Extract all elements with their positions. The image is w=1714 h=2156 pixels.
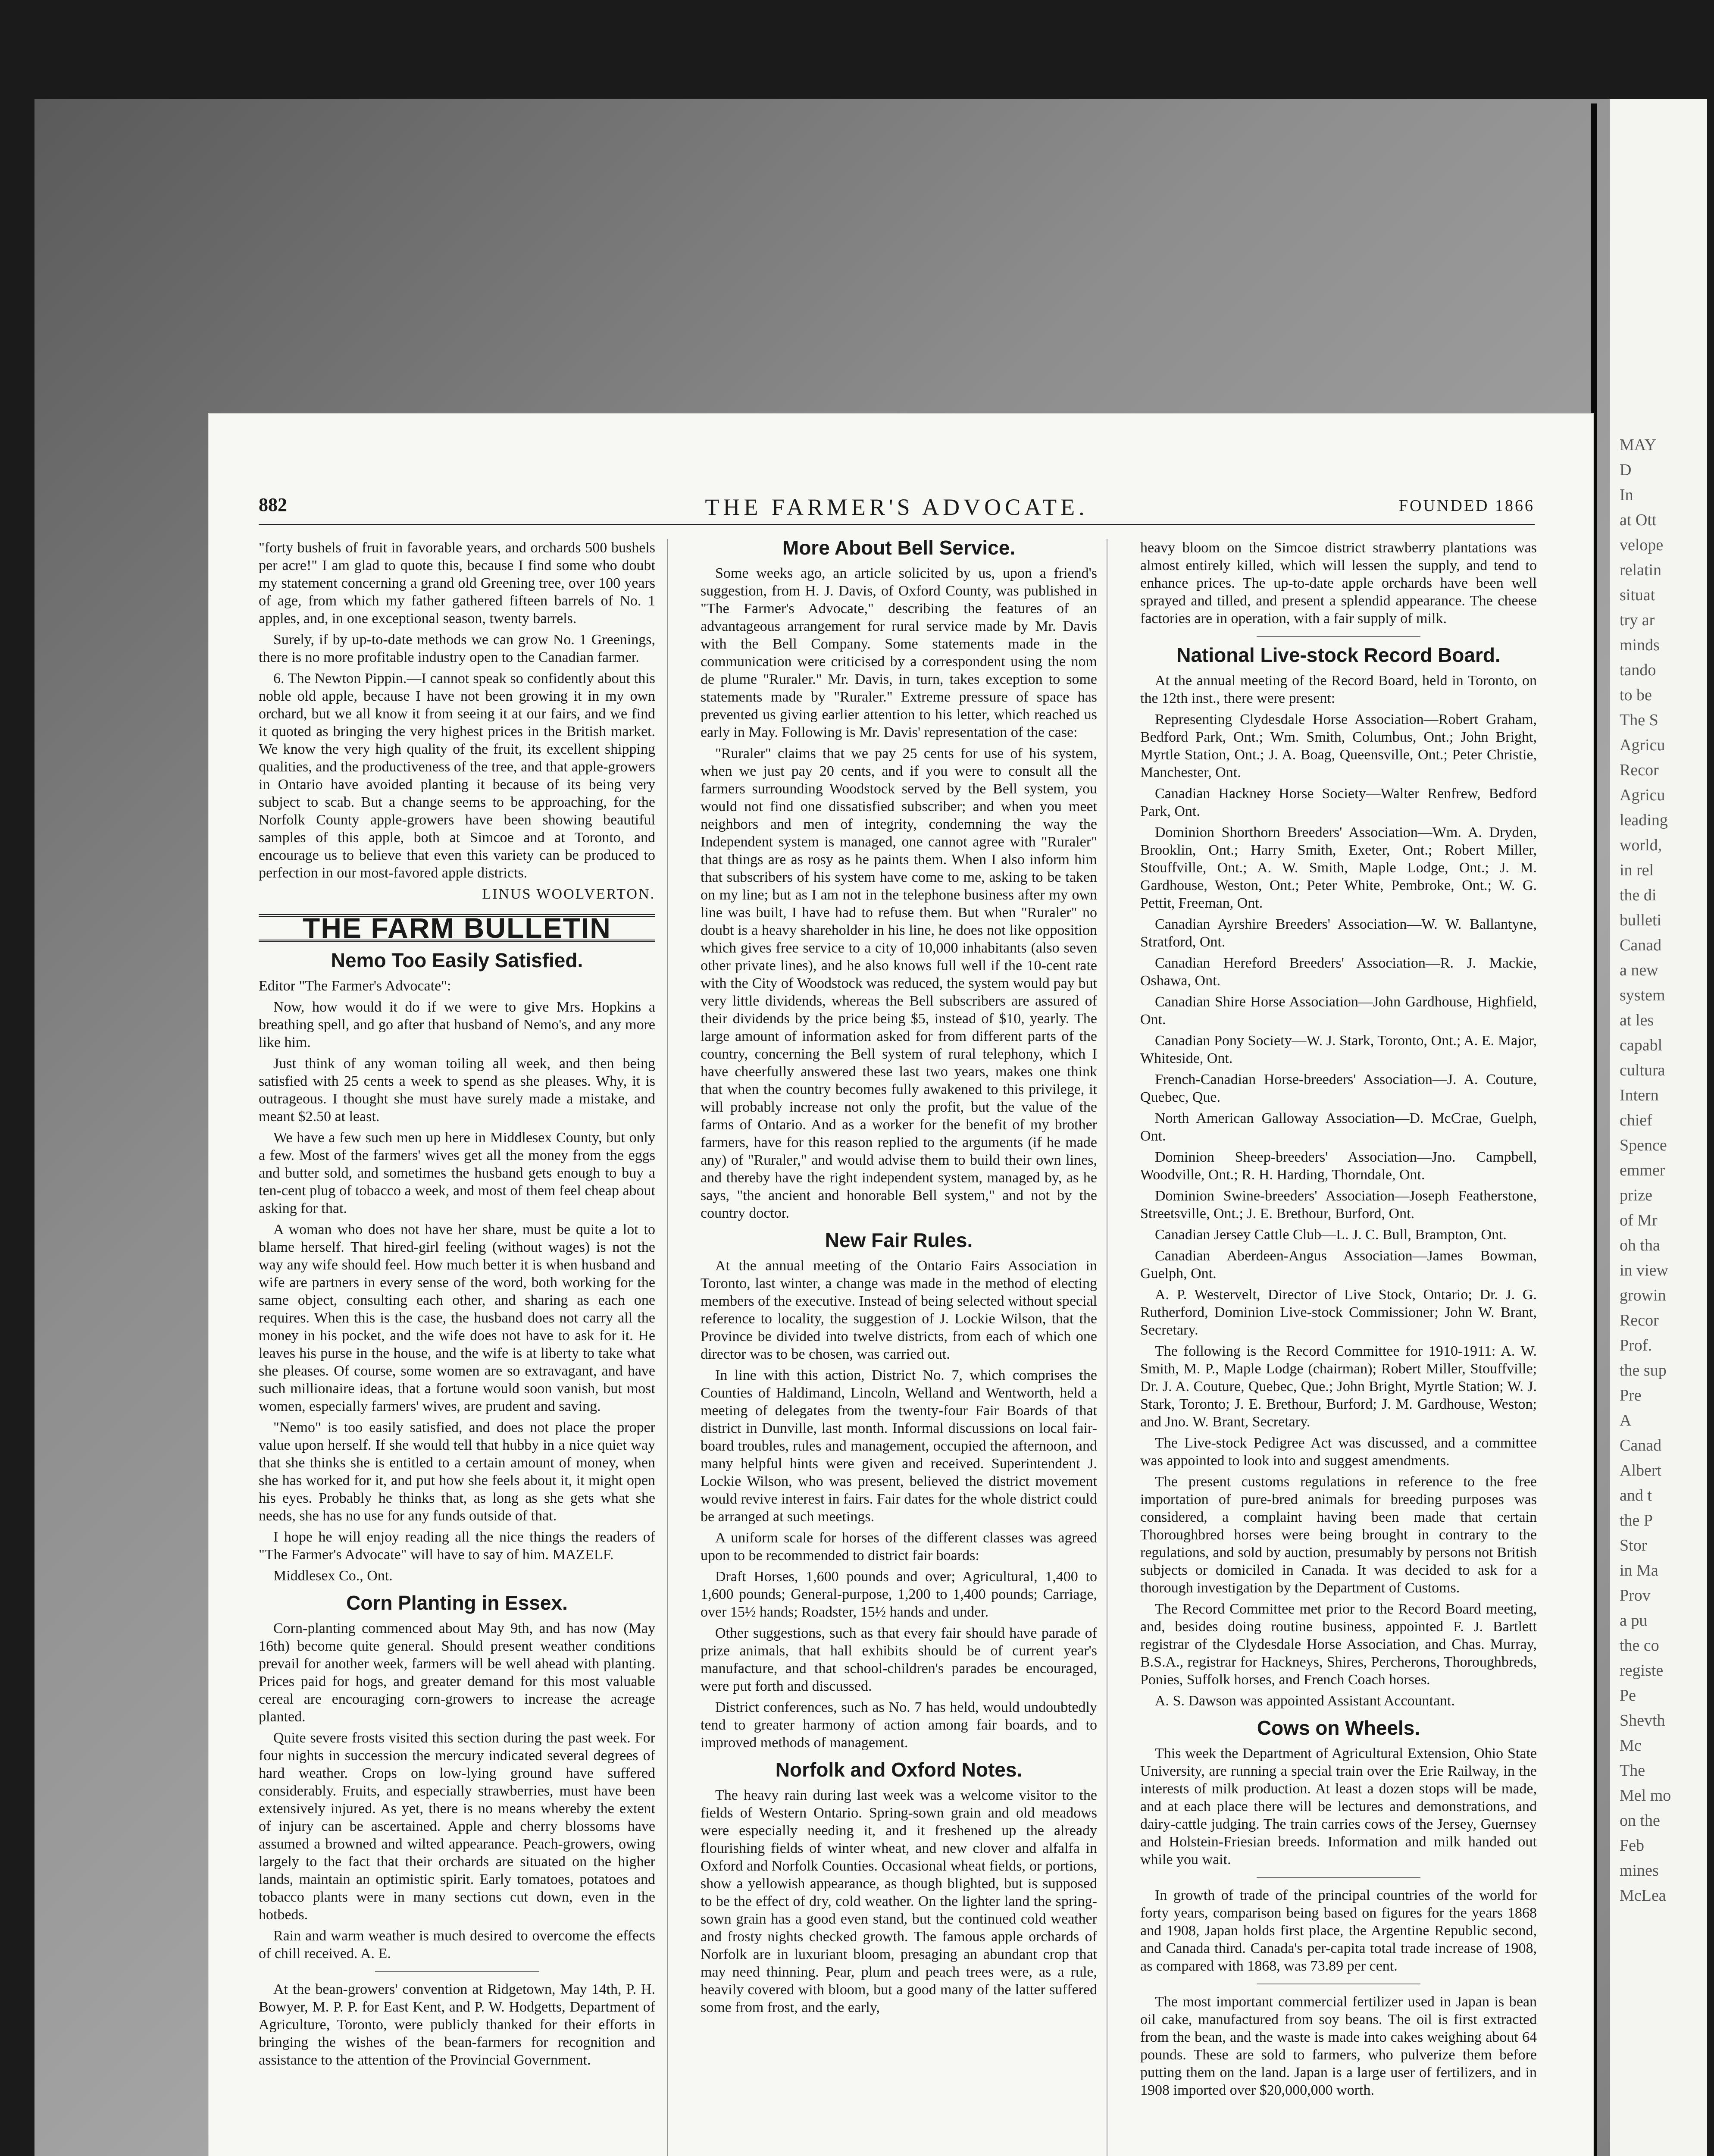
article-paragraph: The Record Committee met prior to the Record Board meeting, and, besides doing routine business, appointed F. J. Bartlett registrar of the Clydesdale Horse Association, and Chas. Murray, B.S.A., registrar for Hackneys, Shires, Percherons, Thoroughbreds, Ponies, Suffolk horses, and French Coach horses. xyxy=(1140,1601,1537,1688)
margin-fragment: to be xyxy=(1620,686,1652,704)
margin-fragment: Canad xyxy=(1620,936,1662,954)
margin-fragment: cultura xyxy=(1620,1061,1665,1079)
author-signature: LINUS WOOLVERTON. xyxy=(482,886,655,902)
margin-fragment: The xyxy=(1620,1761,1645,1780)
article-headline: New Fair Rules. xyxy=(825,1229,973,1251)
margin-fragment: leading xyxy=(1620,811,1668,829)
margin-fragment: growin xyxy=(1620,1286,1666,1304)
margin-fragment: McLea xyxy=(1620,1887,1666,1905)
margin-fragment: prize xyxy=(1620,1186,1652,1204)
margin-fragment: MAY xyxy=(1620,436,1657,454)
margin-fragment: Mel mo xyxy=(1620,1786,1671,1805)
column-2 xyxy=(701,539,1097,2156)
article-paragraph: Surely, if by up-to-date methods we can grow No. 1 Greenings, there is no more profitable industry open to the Canadian farmer. xyxy=(259,632,655,665)
margin-fragment: Pe xyxy=(1620,1686,1636,1705)
margin-fragment: Prof. xyxy=(1620,1336,1652,1354)
article-headline: More About Bell Service. xyxy=(782,539,1016,559)
margin-fragment: Prov xyxy=(1620,1586,1651,1604)
column-1 xyxy=(259,539,655,2156)
article-paragraph: At the bean-growers' convention at Ridgetown, May 14th, P. H. Bowyer, M. P. P. for East Kent, and P. W. Hodgetts, Department of Agriculture, Toronto, were publicly thanked for their efforts in bringing the wishes of the bean-farmers for recognition and assistance to the attention of the Provincial Government. xyxy=(259,1981,655,2068)
margin-fragment: Feb xyxy=(1620,1836,1644,1855)
article-headline: National Live-stock Record Board. xyxy=(1176,644,1501,666)
article-paragraph: 6. The Newton Pippin.—I cannot speak so confidently about this noble old apple, because I have not been growing it in my own orchard, but we all know it from seeing it at our fairs, and we find it quoted as bringing the very highest prices in the British market. We know the very high quality of the fruit, its excellent shipping qualities, and the productiveness of the tree, and that apple-growers in Ontario have avoided planting it because of its being very subject to scab. But a change seems to be approaching, for the Norfolk County apple-growers have been showing beautiful samples of this apple, both at Simcoe and at Toronto, and encourage us to believe that even this variety can be produced to perfection in our most-favored apple districts. xyxy=(259,671,655,881)
article-paragraph: Middlesex Co., Ont. xyxy=(273,1568,393,1584)
section-divider xyxy=(1257,636,1420,637)
article-paragraph: Canadian Jersey Cattle Club—L. J. C. Bull, Brampton, Ont. xyxy=(1155,1227,1507,1243)
section-divider xyxy=(375,1971,539,1972)
margin-fragment: in view xyxy=(1620,1261,1668,1279)
article-paragraph: Just think of any woman toiling all week, and then being satisfied with 25 cents a week to spend as she pleases. Why, it is outrageous. I thought she must have surely made a mistake, and meant $2.50 at least. xyxy=(259,1056,655,1125)
article-paragraph: In line with this action, District No. 7, which comprises the Counties of Haldimand, Lincoln, Welland and Wentworth, held a meeting of delegates from the twenty-four Fair Boards of that district in Dunville, last month. Informal discussions on local fair-board troubles, rules and management, occupied the afternoon, and many helpful hints were given and received. Superintendent J. Lockie Wilson, who was present, believed the district movement would revive interest in fairs. Fair dates for the whole district could be arranged at such meetings. xyxy=(701,1367,1097,1525)
margin-fragment: in Ma xyxy=(1620,1561,1658,1579)
section-banner: THE FARM BULLETIN xyxy=(259,914,655,942)
newspaper-page xyxy=(209,414,1593,2156)
article-paragraph: Now, how would it do if we were to give Mrs. Hopkins a breathing spell, and go after that husband of Nemo's, and any more like him. xyxy=(259,999,655,1050)
margin-fragment: and t xyxy=(1620,1486,1652,1504)
article-paragraph: "Ruraler" claims that we pay 25 cents for use of his system, when we just pay 20 cents, and if you were to consult all the farmers surrounding Woodstock served by the Bell system, you would not find one dissatisfied subscriber; and when you meet neighbors and men of integrity, condemning the way the Independent system is managed, one cannot agree with "Ruraler" that things are as rosy as he paints them. When I also inform him that subscribers of his system have come to me, asking to be taken on my line; but as I am not in the telephone business after my own line was built, I have had to refuse them. But when "Ruraler" no doubt is a heavy shareholder in his line, he does not like opposition which gives free service to a city of 10,000 inhabitants (also seven other private lines), and he also knows full well if the 10-cent rate with the City of Woodstock was reduced, the system would pay but very little dividends, whereas the Bell subscribers are assured of their dividends by the price being $5, instead of $10, yearly. The large amount of information asked for from different parts of the country, concerning the Bell system of rural telephony, which I have cheerfully answered these last two years, makes one think that when the country becomes fully awakened to this privilege, it will probably increase not only the profit, but the value of the farms of Ontario. And as a worker for the benefit of my brother farmers, have for this reason replied to the arguments (if he made any) of "Ruraler," and would advise them to build their own lines, and thereby have the right independent system, managed by, as he says, "the ancient and honorable Bell system," and not by the country doctor. xyxy=(701,746,1097,1221)
margin-fragment: Canad xyxy=(1620,1436,1662,1454)
margin-fragment: tando xyxy=(1620,661,1656,679)
margin-fragment: velope xyxy=(1620,536,1664,554)
article-paragraph: Corn-planting commenced about May 9th, and has now (May 16th) become quite general. Should present weather conditions prevail for another week, farmers will be well ahead with planting. Prices paid for hogs, and greater demand for this most valuable cereal are encouraging corn-growers to increase the acreage planted. xyxy=(259,1620,655,1725)
article-headline: Nemo Too Easily Satisfied. xyxy=(331,949,583,971)
founded-note: FOUNDED 1866 xyxy=(1398,497,1535,515)
article-paragraph: Canadian Pony Society—W. J. Stark, Toronto, Ont.; A. E. Major, Whiteside, Ont. xyxy=(1140,1033,1537,1066)
journal-title: THE FARMER'S ADVOCATE. xyxy=(705,494,1088,520)
margin-fragment: the P xyxy=(1620,1511,1653,1529)
article-paragraph: A. P. Westervelt, Director of Live Stock, Ontario; Dr. J. G. Rutherford, Dominion Live-stock Commissioner; John W. Brant, Secretary. xyxy=(1140,1287,1537,1338)
article-headline: Corn Planting in Essex. xyxy=(346,1592,568,1614)
article-paragraph: Canadian Shire Horse Association—John Gardhouse, Highfield, Ont. xyxy=(1140,994,1537,1028)
article-paragraph: This week the Department of Agricultural Extension, Ohio State University, are running a special train over the Erie Railway, in the interests of milk production. At least a dozen stops will be made, and at each place there will be lectures and demonstrations, and dairy-cattle judging. The train carries cows of the Jersey, Guernsey and Holstein-Friesian breeds. Information and milk handed out while you wait. xyxy=(1140,1745,1537,1868)
margin-fragment: the sup xyxy=(1620,1361,1667,1379)
margin-fragment: A xyxy=(1620,1411,1632,1429)
article-paragraph: The present customs regulations in reference to the free importation of pure-bred animals for breeding purposes was considered, a complaint having been made that certain Thoroughbred horses were being brought in contrary to the regulations, and sold by auction, presumably by persons not British subjects or domiciled in Canada. It was decided to ask for a thorough investigation by the Department of Customs. xyxy=(1140,1474,1537,1596)
article-paragraph: Dominion Shorthorn Breeders' Association—Wm. A. Dryden, Brooklin, Ont.; Harry Smith, Exeter, Ont.; Robert Miller, Stouffville, Ont.; A. W. Smith, Maple Lodge, Ont.; J. M. Gardhouse, Weston, Ont.; Peter White, Pembroke, Ont.; W. G. Pettit, Freeman, Ont. xyxy=(1140,824,1537,911)
margin-fragment: on the xyxy=(1620,1811,1660,1830)
article-paragraph: French-Canadian Horse-breeders' Association—J. A. Couture, Quebec, Que. xyxy=(1140,1072,1537,1105)
margin-fragment: Mc xyxy=(1620,1736,1642,1755)
margin-fragment: relatin xyxy=(1620,561,1662,579)
margin-fragment: capabl xyxy=(1620,1036,1663,1054)
article-paragraph: Canadian Hereford Breeders' Association—R. J. Mackie, Oshawa, Ont. xyxy=(1140,955,1537,989)
margin-fragment: Shevth xyxy=(1620,1711,1665,1730)
column-3 xyxy=(1140,539,1537,2156)
margin-fragment: in rel xyxy=(1620,861,1654,879)
article-paragraph: Representing Clydesdale Horse Association—Robert Graham, Bedford Park, Ont.; Wm. Smith, Columbus, Ont.; John Bright, Myrtle Station, Ont.; J. A. Boag, Queensville, Ont.; Peter Christie, Manchester, Ont. xyxy=(1140,711,1537,780)
margin-fragment: emmer xyxy=(1620,1161,1665,1179)
column-rule xyxy=(667,539,668,2156)
article-paragraph: A uniform scale for horses of the different classes was agreed upon to be recommended to district fair boards: xyxy=(701,1530,1097,1564)
article-paragraph: Some weeks ago, an article solicited by us, upon a friend's suggestion, from H. J. Davis, of Oxford County, was published in "The Farmer's Advocate," describing the features of an advantageous arrangement for rural service made by Mr. Davis with the Bell Company. Some statements made in the communication were criticised by a correspondent using the nom de plume "Ruraler." Mr. Davis, in turn, takes exception to some statements made by "Ruraler." Extreme pressure of space has prevented us giving earlier attention to his letter, which reached us early in May. Following is Mr. Davis' representation of the case: xyxy=(701,565,1097,740)
article-paragraph: heavy bloom on the Simcoe district strawberry plantations was almost entirely killed, which will lessen the supply, and tend to enhance prices. The up-to-date apple orchards have been well sprayed and tilled, and present a splendid appearance. The cheese factories are in operation, with a fair supply of milk. xyxy=(1140,540,1537,627)
margin-fragment: Recor xyxy=(1620,761,1659,779)
article-paragraph: "forty bushels of fruit in favorable years, and orchards 500 bushels per acre!" I am glad to quote this, because I find some who doubt my statement concerning a grand old Greening tree, over 100 years of age, from which my father gathered fifteen barrels of No. 1 apples, and, in one exceptional season, twenty barrels. xyxy=(259,540,655,627)
margin-fragment: Albert xyxy=(1620,1461,1662,1479)
section-divider xyxy=(1257,1877,1420,1878)
margin-fragment: the di xyxy=(1620,886,1657,904)
margin-fragment: registe xyxy=(1620,1661,1664,1680)
article-paragraph: Quite severe frosts visited this section during the past week. For four nights in succession the mercury indicated several degrees of hard weather. Crops on low-lying ground have suffered considerably. Fruits, and especially strawberries, must have been extensively injured. As yet, there is no means whereby the extent of injury can be ascertained. Apple and cherry blossoms have assumed a browned and wilted appearance. Peach-growers, owing largely to the fact that their orchards are situated on the higher lands, maintain an optimistic spirit. Early tomatoes, potatoes and tobacco plants were in many sections cut down, even in the hotbeds. xyxy=(259,1730,655,1923)
margin-fragment: situat xyxy=(1620,586,1655,604)
article-paragraph: Draft Horses, 1,600 pounds and over; Agricultural, 1,400 to 1,600 pounds; General-purpose, 1,200 to 1,400 pounds; Carriage, over 15½ hands; Roadster, 15½ hands and under. xyxy=(701,1569,1097,1620)
article-headline: Cows on Wheels. xyxy=(1257,1717,1420,1739)
article-paragraph: The following is the Record Committee for 1910-1911: A. W. Smith, M. P., Maple Lodge (chairman); Robert Miller, Stouffville; Dr. J. A. Couture, Quebec, Que.; John Bright, Myrtle Station; W. J. Stark, Toronto; J. E. Brethour, Burford; J. M. Gardhouse, Weston; and Jno. W. Brant, Secretary. xyxy=(1140,1343,1537,1430)
margin-fragment: oh tha xyxy=(1620,1236,1660,1254)
article-paragraph: A woman who does not have her share, must be quite a lot to blame herself. That hired-girl feeling (without wages) is not the way any wife should feel. How much better it is when husband and wife are partners in every sense of the word, both working for the same object, consulting each other, and sharing as each one requires. When this is the case, the husband does not carry all the money in his pocket, and the wife does not have to ask for it. He leaves his purse in the house, and the wife is at liberty to take what she pleases. Of course, some women are so extravagant, and have such millionaire ideas, that a fortune would soon vanish, but most women, especially farmers' wives, are prudent and saving. xyxy=(259,1222,655,1414)
margin-fragment: a pu xyxy=(1620,1611,1648,1630)
margin-fragment: a new xyxy=(1620,961,1658,979)
article-paragraph: North American Galloway Association—D. McCrae, Guelph, Ont. xyxy=(1140,1110,1537,1144)
margin-fragment: Recor xyxy=(1620,1311,1659,1329)
margin-fragment: Agricu xyxy=(1620,736,1665,754)
margin-fragment: mines xyxy=(1620,1861,1659,1880)
article-paragraph: We have a few such men up here in Middlesex County, but only a few. Most of the farmers' wives get all the money from the eggs and butter sold, and sometimes the husband gets enough to buy a ten-cent plug of tobacco a week, and most of them feel cheap about asking for that. xyxy=(259,1130,655,1216)
margin-fragment: system xyxy=(1620,986,1665,1004)
article-paragraph: Canadian Hackney Horse Society—Walter Renfrew, Bedford Park, Ont. xyxy=(1140,786,1537,819)
article-headline: Norfolk and Oxford Notes. xyxy=(775,1758,1023,1781)
article-paragraph: Dominion Swine-breeders' Association—Joseph Featherstone, Streetsville, Ont.; J. E. Brethour, Burford, Ont. xyxy=(1140,1188,1537,1222)
margin-fragment: world, xyxy=(1620,836,1662,854)
margin-fragment: The S xyxy=(1620,711,1658,729)
article-paragraph: The most important commercial fertilizer used in Japan is bean oil cake, manufactured from soy beans. The oil is first extracted from the bean, and the waste is made into cakes weighing about 64 pounds. These are sold to farmers, who pulverize them before putting them on the land. Japan is a large user of fertilizers, and in 1908 imported over $20,000,000 worth. xyxy=(1140,1994,1537,2098)
article-paragraph: In growth of trade of the principal countries of the world for forty years, comparison being based on figures for the years 1868 and 1908, Japan holds first place, the Argentine Republic second, and Canada third. Canada's per-capita total trade increase of 1908, as compared with 1868, was 73.89 per cent. xyxy=(1140,1887,1537,1974)
margin-fragment: the co xyxy=(1620,1636,1659,1655)
article-paragraph: "Nemo" is too easily satisfied, and does not place the proper value upon herself. If she would tell that hubby in a nice quiet way that she thinks she is entitled to a certain amount of money, when she has worked for it, and put how she feels about it, it might open his eyes. Probably he thinks that, as long as she gets what she needs, she has no use for any funds outside of that. xyxy=(259,1420,655,1524)
article-paragraph: District conferences, such as No. 7 has held, would undoubtedly tend to greater harmony of action among fair boards, and to improved methods of management. xyxy=(701,1699,1097,1751)
margin-fragment: minds xyxy=(1620,636,1660,654)
margin-fragment: Stor xyxy=(1620,1536,1647,1554)
article-paragraph: Dominion Sheep-breeders' Association—Jno. Campbell, Woodville, Ont.; R. H. Harding, Thorndale, Ont. xyxy=(1140,1149,1537,1183)
margin-fragment: D xyxy=(1620,461,1632,479)
article-paragraph: Canadian Aberdeen-Angus Association—James Bowman, Guelph, Ont. xyxy=(1140,1248,1537,1282)
article-paragraph: The heavy rain during last week was a welcome visitor to the fields of Western Ontario. Spring-sown grain and old meadows were especially needing it, and it freshened up the already flourishing fields of winter wheat, and new clover and alfalfa in Oxford and Norfolk Counties. Occasional wheat fields, or portions, show a yellowish appearance, as though blighted, but is supposed to be the effect of dry, cold weather. On the lighter land the spring-sown grain has a good even stand, but the continued cold weather and frosty nights checked growth. The famous apple orchards of Norfolk are in luxuriant bloom, presaging an abundant crop that may need thinning. Pear, plum and peach trees were, as a rule, heavily covered with bloom, but a good many of the latter suffered some from frost, and the early, xyxy=(701,1787,1097,2015)
margin-fragment: bulleti xyxy=(1620,911,1662,929)
article-paragraph: Rain and warm weather is much desired to overcome the effects of chill received. A. E. xyxy=(259,1928,655,1962)
margin-fragment: at les xyxy=(1620,1011,1654,1029)
article-paragraph: Editor "The Farmer's Advocate": xyxy=(259,978,451,994)
article-paragraph: The Live-stock Pedigree Act was discussed, and a committee was appointed to look into and suggest amendments. xyxy=(1140,1435,1537,1469)
article-paragraph: A. S. Dawson was appointed Assistant Accountant. xyxy=(1155,1693,1455,1709)
margin-fragment: Intern xyxy=(1620,1086,1659,1104)
article-paragraph: At the annual meeting of the Record Board, held in Toronto, on the 12th inst., there were present: xyxy=(1140,673,1537,706)
adjacent-page-fragment xyxy=(1610,99,1707,2156)
margin-fragment: try ar xyxy=(1620,611,1655,629)
page-number: 882 xyxy=(259,494,287,515)
page-header xyxy=(259,494,1535,525)
margin-fragment: In xyxy=(1620,486,1633,504)
margin-fragment: of Mr xyxy=(1620,1211,1658,1229)
article-paragraph: I hope he will enjoy reading all the nice things the readers of "The Farmer's Advocate" will have to say of him. MAZELF. xyxy=(259,1529,655,1563)
article-paragraph: Canadian Ayrshire Breeders' Association—W. W. Ballantyne, Stratford, Ont. xyxy=(1140,916,1537,950)
margin-fragment: chief xyxy=(1620,1111,1652,1129)
article-paragraph: At the annual meeting of the Ontario Fairs Association in Toronto, last winter, a change was made in the method of electing members of the executive. Instead of being selected without special reference to locality, the suggestion of J. Lockie Wilson, that the Province be divided into twelve districts, from each of which one director was to be chosen, was carried out. xyxy=(701,1258,1097,1362)
margin-fragment: Pre xyxy=(1620,1386,1642,1404)
margin-fragment: Agricu xyxy=(1620,786,1665,804)
margin-fragment: Spence xyxy=(1620,1136,1667,1154)
article-paragraph: Other suggestions, such as that every fair should have parade of prize animals, that hall exhibits should be of current year's manufacture, and that school-children's parades be encouraged, were put forth and discussed. xyxy=(701,1625,1097,1694)
margin-fragment: at Ott xyxy=(1620,511,1657,529)
